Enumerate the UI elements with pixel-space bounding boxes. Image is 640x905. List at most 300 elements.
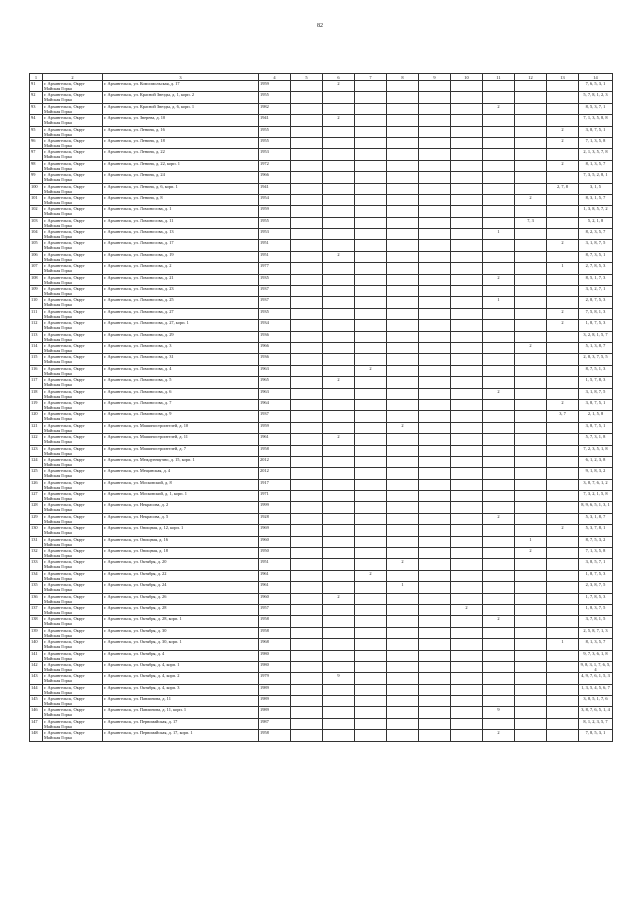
value-cell-12: 1 (515, 536, 547, 547)
value-cell-12 (515, 582, 547, 593)
value-cell-9 (419, 661, 451, 672)
table-row (30, 502, 613, 513)
value-cell-11: 2 (483, 103, 515, 114)
value-cell-13 (547, 445, 579, 456)
value-cell-13 (547, 172, 579, 183)
value-cell-9 (419, 570, 451, 581)
value-cell-11 (483, 559, 515, 570)
table-row (30, 126, 613, 137)
empty-cell (291, 137, 323, 148)
value-cell-7 (355, 342, 387, 353)
empty-cell (291, 707, 323, 718)
value-cell-8 (387, 160, 419, 171)
empty-cell (291, 388, 323, 399)
year-cell: 1999 (259, 502, 291, 513)
empty-cell (291, 229, 323, 240)
district-cell: г. Архангельск, Округ Майская Горка (43, 365, 103, 376)
district-cell: г. Архангельск, Округ Майская Горка (43, 126, 103, 137)
value-cell-14: 1, 3, 8, 5, 7, 2 (579, 206, 613, 217)
value-cell-7: 2 (355, 570, 387, 581)
value-cell-7 (355, 445, 387, 456)
district-cell: г. Архангельск, Округ Майская Горка (43, 730, 103, 741)
value-cell-13 (547, 342, 579, 353)
year-cell: 1977 (259, 263, 291, 274)
address-cell: г. Архангельск, ул. Овощная, д. 12, корп. 1 (103, 525, 259, 536)
value-cell-8 (387, 331, 419, 342)
district-cell: г. Архангельск, Округ Майская Горка (43, 206, 103, 217)
value-cell-11 (483, 92, 515, 103)
value-cell-13 (547, 468, 579, 479)
year-cell: 1959 (259, 81, 291, 92)
value-cell-8 (387, 456, 419, 467)
value-cell-10 (451, 217, 483, 228)
year-cell: 1941 (259, 115, 291, 126)
value-cell-9 (419, 491, 451, 502)
value-cell-10 (451, 559, 483, 570)
table-row (30, 320, 613, 331)
value-cell-9 (419, 536, 451, 547)
empty-cell (291, 377, 323, 388)
value-cell-9 (419, 479, 451, 490)
value-cell-6: 2 (323, 251, 355, 262)
row-number: 100 (30, 183, 43, 194)
year-cell: 1979 (259, 673, 291, 684)
column-number: 6 (323, 74, 355, 81)
district-cell: г. Архангельск, Округ Майская Горка (43, 399, 103, 410)
address-cell: г. Архангельск, ул. Первомайская, д. 17, корп. 1 (103, 730, 259, 741)
address-cell: г. Архангельск, ул. Комсомольская, д. 17 (103, 81, 259, 92)
value-cell-11 (483, 194, 515, 205)
value-cell-8 (387, 434, 419, 445)
value-cell-11 (483, 445, 515, 456)
address-cell: г. Архангельск, ул. Ленина, д. 6, корп. 1 (103, 183, 259, 194)
district-cell: г. Архангельск, Округ Майская Горка (43, 456, 103, 467)
district-cell: г. Архангельск, Округ Майская Горка (43, 616, 103, 627)
year-cell: 1989 (259, 684, 291, 695)
district-cell: г. Архангельск, Округ Майская Горка (43, 502, 103, 513)
value-cell-10 (451, 160, 483, 171)
empty-cell (291, 308, 323, 319)
row-number: 116 (30, 365, 43, 376)
address-cell: г. Архангельск, ул. Ломоносова, д. 11 (103, 217, 259, 228)
value-cell-8 (387, 661, 419, 672)
value-cell-12 (515, 491, 547, 502)
value-cell-8 (387, 229, 419, 240)
value-cell-6 (323, 263, 355, 274)
value-cell-13 (547, 650, 579, 661)
value-cell-14: 8, 9, 6, 5, 1, 3, 1 (579, 502, 613, 513)
value-cell-12 (515, 559, 547, 570)
value-cell-8 (387, 308, 419, 319)
value-cell-13 (547, 194, 579, 205)
value-cell-8 (387, 491, 419, 502)
table-row (30, 673, 613, 684)
empty-cell (291, 206, 323, 217)
value-cell-7 (355, 399, 387, 410)
table-row (30, 274, 613, 285)
value-cell-12 (515, 479, 547, 490)
empty-cell (291, 331, 323, 342)
empty-cell (291, 468, 323, 479)
value-cell-13: 2, 7, 8 (547, 183, 579, 194)
district-cell: г. Архангельск, Округ Майская Горка (43, 593, 103, 604)
value-cell-10 (451, 354, 483, 365)
value-cell-12 (515, 354, 547, 365)
value-cell-10 (451, 137, 483, 148)
address-cell: г. Архангельск, ул. Ленина, д. 16 (103, 126, 259, 137)
value-cell-8 (387, 126, 419, 137)
value-cell-9 (419, 422, 451, 433)
value-cell-6 (323, 502, 355, 513)
value-cell-13: 1 (547, 263, 579, 274)
value-cell-7 (355, 502, 387, 513)
value-cell-10 (451, 593, 483, 604)
value-cell-7 (355, 696, 387, 707)
value-cell-7 (355, 115, 387, 126)
value-cell-14: 7, 3, 5, 2, 8, 1 (579, 172, 613, 183)
value-cell-7 (355, 240, 387, 251)
year-cell: 1941 (259, 183, 291, 194)
value-cell-12: 2 (515, 548, 547, 559)
value-cell-12 (515, 377, 547, 388)
value-cell-10 (451, 730, 483, 741)
value-cell-12 (515, 251, 547, 262)
value-cell-11: 2 (483, 730, 515, 741)
value-cell-12 (515, 661, 547, 672)
value-cell-13 (547, 434, 579, 445)
value-cell-14: 3, 8, 7, 5, 1 (579, 422, 613, 433)
value-cell-11 (483, 240, 515, 251)
value-cell-12: 2 (515, 342, 547, 353)
value-cell-6 (323, 456, 355, 467)
year-cell: 1954 (259, 194, 291, 205)
column-number: 9 (419, 74, 451, 81)
address-cell: г. Архангельск, ул. Овощная, д. 18 (103, 548, 259, 559)
value-cell-13 (547, 718, 579, 729)
value-cell-10 (451, 673, 483, 684)
table-row (30, 103, 613, 114)
value-cell-7 (355, 263, 387, 274)
table-row (30, 661, 613, 672)
value-cell-10 (451, 502, 483, 513)
value-cell-12 (515, 81, 547, 92)
year-cell: 1982 (259, 103, 291, 114)
address-cell: г. Архангельск, ул. Ломоносова, д. 31 (103, 354, 259, 365)
row-number: 130 (30, 525, 43, 536)
value-cell-13 (547, 627, 579, 638)
value-cell-6 (323, 707, 355, 718)
row-number: 119 (30, 399, 43, 410)
table-row (30, 297, 613, 308)
value-cell-10 (451, 331, 483, 342)
value-cell-13 (547, 536, 579, 547)
address-cell: г. Архангельск, ул. Московский, д. 8 (103, 479, 259, 490)
value-cell-11 (483, 502, 515, 513)
value-cell-7 (355, 149, 387, 160)
value-cell-9 (419, 707, 451, 718)
year-cell: 1955 (259, 92, 291, 103)
value-cell-7 (355, 559, 387, 570)
row-number: 133 (30, 559, 43, 570)
value-cell-13: 3, 7 (547, 411, 579, 422)
address-cell: г. Архангельск, ул. Ленина, д. 22 (103, 149, 259, 160)
value-cell-11 (483, 137, 515, 148)
district-cell: г. Архангельск, Округ Майская Горка (43, 251, 103, 262)
district-cell: г. Архангельск, Округ Майская Горка (43, 81, 103, 92)
value-cell-8 (387, 388, 419, 399)
table-row (30, 377, 613, 388)
value-cell-9 (419, 183, 451, 194)
value-cell-12 (515, 137, 547, 148)
row-number: 106 (30, 251, 43, 262)
value-cell-7 (355, 639, 387, 650)
address-cell: г. Архангельск, ул. Ломоносова, д. 17 (103, 240, 259, 251)
value-cell-7 (355, 172, 387, 183)
value-cell-14: 2, 1, 3, 5, 7, 8 (579, 149, 613, 160)
value-cell-9 (419, 263, 451, 274)
column-number: 13 (547, 74, 579, 81)
district-cell: г. Архангельск, Округ Майская Горка (43, 434, 103, 445)
table-row (30, 399, 613, 410)
value-cell-14: 7, 1, 3, 5, 8, 8 (579, 115, 613, 126)
year-cell: 1957 (259, 604, 291, 615)
value-cell-11 (483, 411, 515, 422)
value-cell-9 (419, 377, 451, 388)
row-number: 94 (30, 115, 43, 126)
value-cell-7 (355, 616, 387, 627)
value-cell-14: 9, 7, 3, 6, 1, 8 (579, 650, 613, 661)
empty-cell (291, 183, 323, 194)
year-cell: 1955 (259, 126, 291, 137)
empty-cell (291, 149, 323, 160)
year-cell: 1961 (259, 582, 291, 593)
housing-registry-table (29, 73, 613, 742)
value-cell-9 (419, 604, 451, 615)
value-cell-14: 1, 5, 7, 8, 3 (579, 377, 613, 388)
empty-cell (291, 673, 323, 684)
column-number: 8 (387, 74, 419, 81)
year-cell: 1951 (259, 251, 291, 262)
address-cell: г. Архангельск, ул. Овощная, д. 16 (103, 536, 259, 547)
table-row (30, 411, 613, 422)
value-cell-10 (451, 388, 483, 399)
value-cell-7 (355, 422, 387, 433)
value-cell-14: 8, 3, 1, 5, 7 (579, 194, 613, 205)
value-cell-7 (355, 160, 387, 171)
district-cell: г. Архангельск, Округ Майская Горка (43, 160, 103, 171)
empty-cell (291, 286, 323, 297)
value-cell-7 (355, 707, 387, 718)
value-cell-10 (451, 81, 483, 92)
value-cell-7 (355, 650, 387, 661)
value-cell-11: 1 (483, 297, 515, 308)
value-cell-6 (323, 194, 355, 205)
district-cell: г. Архангельск, Округ Майская Горка (43, 582, 103, 593)
value-cell-10 (451, 707, 483, 718)
empty-cell (291, 81, 323, 92)
value-cell-8 (387, 718, 419, 729)
value-cell-10 (451, 365, 483, 376)
value-cell-13 (547, 673, 579, 684)
value-cell-6 (323, 240, 355, 251)
value-cell-7 (355, 354, 387, 365)
value-cell-6: 2 (323, 593, 355, 604)
value-cell-7 (355, 718, 387, 729)
value-cell-7 (355, 81, 387, 92)
district-cell: г. Архангельск, Округ Майская Горка (43, 274, 103, 285)
value-cell-11 (483, 263, 515, 274)
value-cell-13: 2 (547, 137, 579, 148)
empty-cell (291, 639, 323, 650)
value-cell-14: 2, 8, 3, 7, 5, 5 (579, 354, 613, 365)
column-number: 10 (451, 74, 483, 81)
address-cell: г. Архангельск, ул. Ломоносова, д. 13 (103, 229, 259, 240)
empty-cell (291, 696, 323, 707)
value-cell-7 (355, 730, 387, 741)
value-cell-9 (419, 616, 451, 627)
empty-cell (291, 172, 323, 183)
value-cell-7 (355, 673, 387, 684)
year-cell: 1937 (259, 411, 291, 422)
table-row (30, 434, 613, 445)
value-cell-10 (451, 377, 483, 388)
value-cell-14: 1, 7, 8, 5, 3 (579, 593, 613, 604)
value-cell-6 (323, 103, 355, 114)
value-cell-8 (387, 274, 419, 285)
year-cell: 1936 (259, 331, 291, 342)
address-cell: г. Архангельск, ул. Мещанская, д. 4 (103, 468, 259, 479)
table-row (30, 730, 613, 741)
row-number: 108 (30, 274, 43, 285)
value-cell-11 (483, 354, 515, 365)
empty-cell (291, 684, 323, 695)
year-cell: 1958 (259, 616, 291, 627)
value-cell-12 (515, 286, 547, 297)
value-cell-8 (387, 240, 419, 251)
empty-cell (291, 525, 323, 536)
value-cell-11 (483, 468, 515, 479)
address-cell: г. Архангельск, ул. Ломоносова, д. 5 (103, 377, 259, 388)
value-cell-6 (323, 445, 355, 456)
year-cell: 2012 (259, 468, 291, 479)
value-cell-6 (323, 388, 355, 399)
empty-cell (291, 115, 323, 126)
value-cell-11 (483, 308, 515, 319)
address-cell: г. Архангельск, ул. Октября, д. 4, корп. 3 (103, 684, 259, 695)
value-cell-6: 2 (323, 115, 355, 126)
value-cell-6: 2 (323, 377, 355, 388)
value-cell-13 (547, 206, 579, 217)
address-cell: г. Архангельск, ул. Павлинова, д. 11, корп. 1 (103, 707, 259, 718)
value-cell-6 (323, 172, 355, 183)
value-cell-8 (387, 217, 419, 228)
table-row (30, 570, 613, 581)
value-cell-8 (387, 115, 419, 126)
year-cell: 1935 (259, 274, 291, 285)
value-cell-14: 8, 1, 2, 3, 5, 7 (579, 718, 613, 729)
district-cell: г. Архангельск, Округ Майская Горка (43, 707, 103, 718)
address-cell: г. Архангельск, ул. Ломоносова, д. 6 (103, 388, 259, 399)
value-cell-13 (547, 297, 579, 308)
value-cell-10 (451, 399, 483, 410)
value-cell-14: 3, 1, 5 (579, 183, 613, 194)
value-cell-9 (419, 308, 451, 319)
value-cell-9 (419, 274, 451, 285)
district-cell: г. Архангельск, Округ Майская Горка (43, 627, 103, 638)
column-number: 12 (515, 74, 547, 81)
value-cell-11 (483, 661, 515, 672)
address-cell: г. Архангельск, ул. Ломоносова, д. 1 (103, 206, 259, 217)
table-row (30, 263, 613, 274)
district-cell: г. Архангельск, Округ Майская Горка (43, 696, 103, 707)
address-cell: г. Архангельск, ул. Ломоносова, д. 27 (103, 308, 259, 319)
value-cell-14: 8, 1, 3, 5, 7 (579, 639, 613, 650)
value-cell-9 (419, 297, 451, 308)
value-cell-9 (419, 137, 451, 148)
row-number: 125 (30, 468, 43, 479)
value-cell-6 (323, 513, 355, 524)
address-cell: г. Архангельск, ул. Октября, д. 20 (103, 559, 259, 570)
column-number: 7 (355, 74, 387, 81)
value-cell-7 (355, 491, 387, 502)
value-cell-6 (323, 399, 355, 410)
empty-cell (291, 730, 323, 741)
empty-cell (291, 456, 323, 467)
district-cell: г. Архангельск, Округ Майская Горка (43, 263, 103, 274)
value-cell-10 (451, 92, 483, 103)
value-cell-6 (323, 229, 355, 240)
district-cell: г. Архангельск, Округ Майская Горка (43, 320, 103, 331)
value-cell-14: 5, 3, 1, 8, 7 (579, 513, 613, 524)
value-cell-14: 8, 7, 5, 1, 3 (579, 365, 613, 376)
value-cell-8 (387, 81, 419, 92)
value-cell-14: 7, 1, 3, 5, 8 (579, 137, 613, 148)
row-number: 98 (30, 160, 43, 171)
value-cell-14: 3, 8, 7, 5, 1 (579, 399, 613, 410)
value-cell-7 (355, 548, 387, 559)
value-cell-12 (515, 149, 547, 160)
value-cell-10 (451, 297, 483, 308)
district-cell: г. Архангельск, Округ Майская Горка (43, 479, 103, 490)
value-cell-6 (323, 548, 355, 559)
table-row (30, 456, 613, 467)
column-number: 14 (579, 74, 613, 81)
empty-cell (291, 365, 323, 376)
value-cell-7 (355, 593, 387, 604)
value-cell-8 (387, 399, 419, 410)
value-cell-8 (387, 297, 419, 308)
value-cell-13: 2 (547, 160, 579, 171)
address-cell: г. Архангельск, ул. Зверева, д. 10 (103, 115, 259, 126)
value-cell-9 (419, 217, 451, 228)
value-cell-12 (515, 240, 547, 251)
value-cell-8 (387, 673, 419, 684)
value-cell-14: 8, 7, 5, 3, 2 (579, 536, 613, 547)
empty-cell (291, 251, 323, 262)
empty-cell (291, 502, 323, 513)
value-cell-10 (451, 456, 483, 467)
table-row (30, 593, 613, 604)
value-cell-12 (515, 639, 547, 650)
row-number: 95 (30, 126, 43, 137)
address-cell: г. Архангельск, ул. Ломоносова, д. 4 (103, 365, 259, 376)
value-cell-11 (483, 456, 515, 467)
value-cell-11 (483, 399, 515, 410)
value-cell-7 (355, 411, 387, 422)
value-cell-13 (547, 274, 579, 285)
year-cell: 1955 (259, 217, 291, 228)
empty-cell (291, 126, 323, 137)
